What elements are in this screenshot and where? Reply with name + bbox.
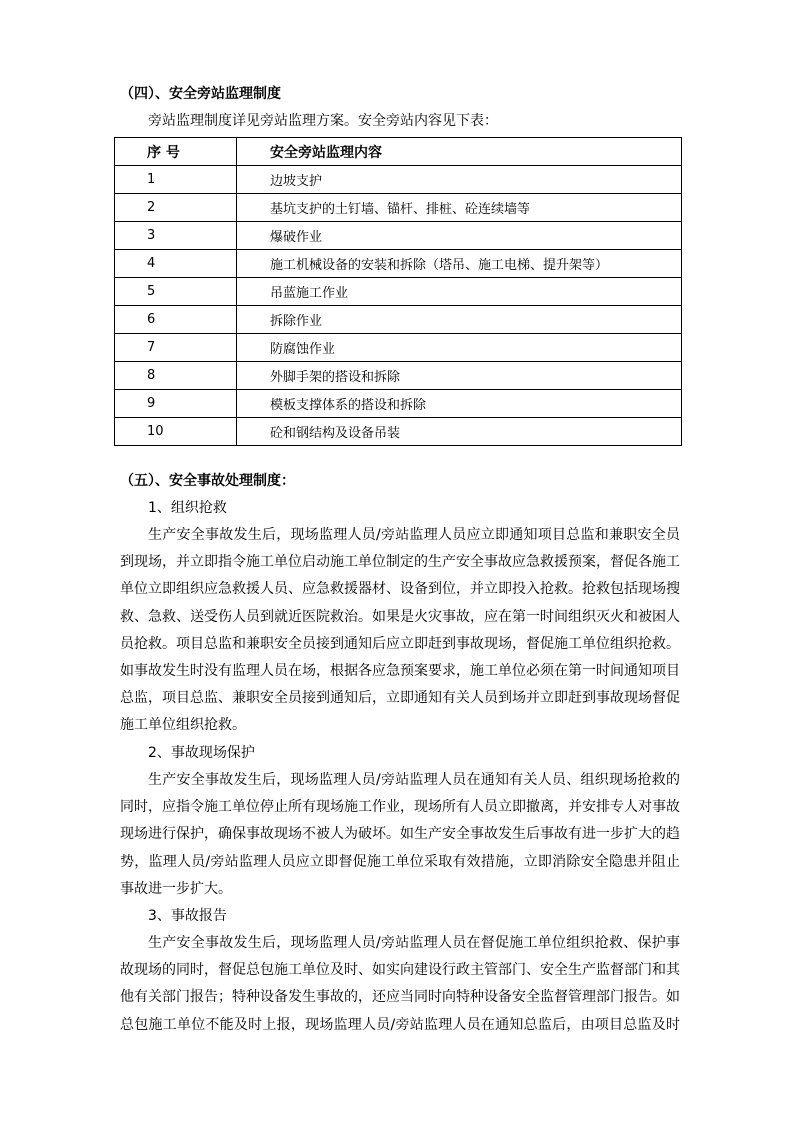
subsection-3-body: [120, 930, 680, 1039]
paragraph-line: 到现场，并立即指令施工单位启动施工单位制定的生产安全事故应急救援预案，督促各施工: [120, 554, 680, 571]
row-index: 9: [115, 390, 237, 418]
row-index: 4: [115, 250, 237, 278]
paragraph-line: 如事故发生时没有监理人员在场，根据各应急预案要求，施工单位必须在第一时间通知项目: [120, 663, 680, 680]
header-index: 序 号: [115, 138, 237, 166]
table-row: [115, 334, 682, 362]
row-index: 6: [115, 306, 237, 334]
table-row: [115, 306, 682, 334]
table-row: [115, 390, 682, 418]
paragraph-line: 现场进行保护，确保事故现场不被人为破坏。如生产安全事故发生后事故有进一步扩大的趋: [120, 826, 680, 843]
row-content: 施工机械设备的安装和拆除（塔吊、施工电梯、提升架等）: [237, 250, 682, 278]
supervision-table: [114, 137, 682, 446]
subsection-1-title: 1、组织抢救: [148, 500, 227, 516]
row-index: 8: [115, 362, 237, 390]
subsection-1-body: [120, 522, 680, 740]
paragraph-line: 施工单位组织抢救。: [120, 717, 246, 734]
header-content: 安全旁站监理内容: [237, 138, 682, 166]
subsection-2-title: 2、事故现场保护: [148, 745, 255, 761]
section-5-heading: （五）、安全事故处理制度：: [120, 473, 295, 489]
paragraph-line: 故现场的同时，督促总包施工单位及时、如实向建设行政主管部门、安全生产监督部门和其: [120, 962, 680, 979]
row-index: 5: [115, 278, 237, 306]
paragraph-line: 生产安全事故发生后，现场监理人员/旁站监理人员在督促施工单位组织抢救、保护事: [148, 935, 680, 951]
table-row: [115, 222, 682, 250]
paragraph-line: 总包施工单位不能及时上报，现场监理人员/旁站监理人员在通知总监后，由项目总监及时: [120, 1016, 680, 1033]
table-row: [115, 250, 682, 278]
table-row: [115, 194, 682, 222]
row-content: 外脚手架的搭设和拆除: [237, 362, 682, 390]
paragraph-line: 单位立即组织应急救援人员、应急救援器材、设备到位，并立即投入抢救。抢救包括现场搜: [120, 581, 680, 598]
paragraph-line: 他有关部门报告；特种设备发生事故的，还应当同时向特种设备安全监督管理部门报告。如: [120, 989, 680, 1006]
subsection-2-body: [120, 767, 680, 903]
paragraph-line: 救、急救、送受伤人员到就近医院救治。如果是火灾事故，应在第一时间组织灭火和被困人: [120, 608, 680, 625]
table-row: [115, 418, 682, 446]
row-content: 防腐蚀作业: [237, 334, 682, 362]
row-content: 砼和钢结构及设备吊装: [237, 418, 682, 446]
section-4-heading: （四）、安全旁站监理制度: [120, 86, 281, 102]
paragraph-line: 同时，应指令施工单位停止所有现场施工作业，现场所有人员立即撤离，并安排专人对事故: [120, 799, 680, 816]
row-index: 7: [115, 334, 237, 362]
row-index: 10: [115, 418, 237, 446]
row-content: 拆除作业: [237, 306, 682, 334]
section-4-intro: 旁站监理制度详见旁站监理方案。安全旁站内容见下表：: [148, 113, 498, 129]
paragraph-line: 生产安全事故发生后，现场监理人员/旁站监理人员在通知有关人员、组织现场抢救的: [148, 772, 680, 788]
table-header-row: [115, 138, 682, 166]
row-index: 1: [115, 166, 237, 194]
row-content: 模板支撑体系的搭设和拆除: [237, 390, 682, 418]
paragraph-line: 总监，项目总监、兼职安全员接到通知后，立即通知有关人员到场并立即赶到事故现场督促: [120, 690, 680, 707]
table-row: [115, 278, 682, 306]
table-row: [115, 362, 682, 390]
paragraph-line: 势，监理人员/旁站监理人员应立即督促施工单位采取有效措施，立即消除安全隐患并阻止: [120, 853, 680, 870]
row-content: 吊蓝施工作业: [237, 278, 682, 306]
row-index: 3: [115, 222, 237, 250]
row-index: 2: [115, 194, 237, 222]
table-row: [115, 166, 682, 194]
paragraph-line: 员抢救。项目总监和兼职安全员接到通知后应立即赶到事故现场，督促施工单位组织抢救。: [120, 635, 680, 652]
subsection-3-title: 3、事故报告: [148, 908, 227, 924]
row-content: 爆破作业: [237, 222, 682, 250]
row-content: 边坡支护: [237, 166, 682, 194]
paragraph-line: 生产安全事故发生后，现场监理人员/旁站监理人员应立即通知项目总监和兼职安全员: [148, 527, 680, 543]
row-content: 基坑支护的土钉墙、锚杆、排桩、砼连续墙等: [237, 194, 682, 222]
paragraph-line: 事故进一步扩大。: [120, 880, 232, 897]
